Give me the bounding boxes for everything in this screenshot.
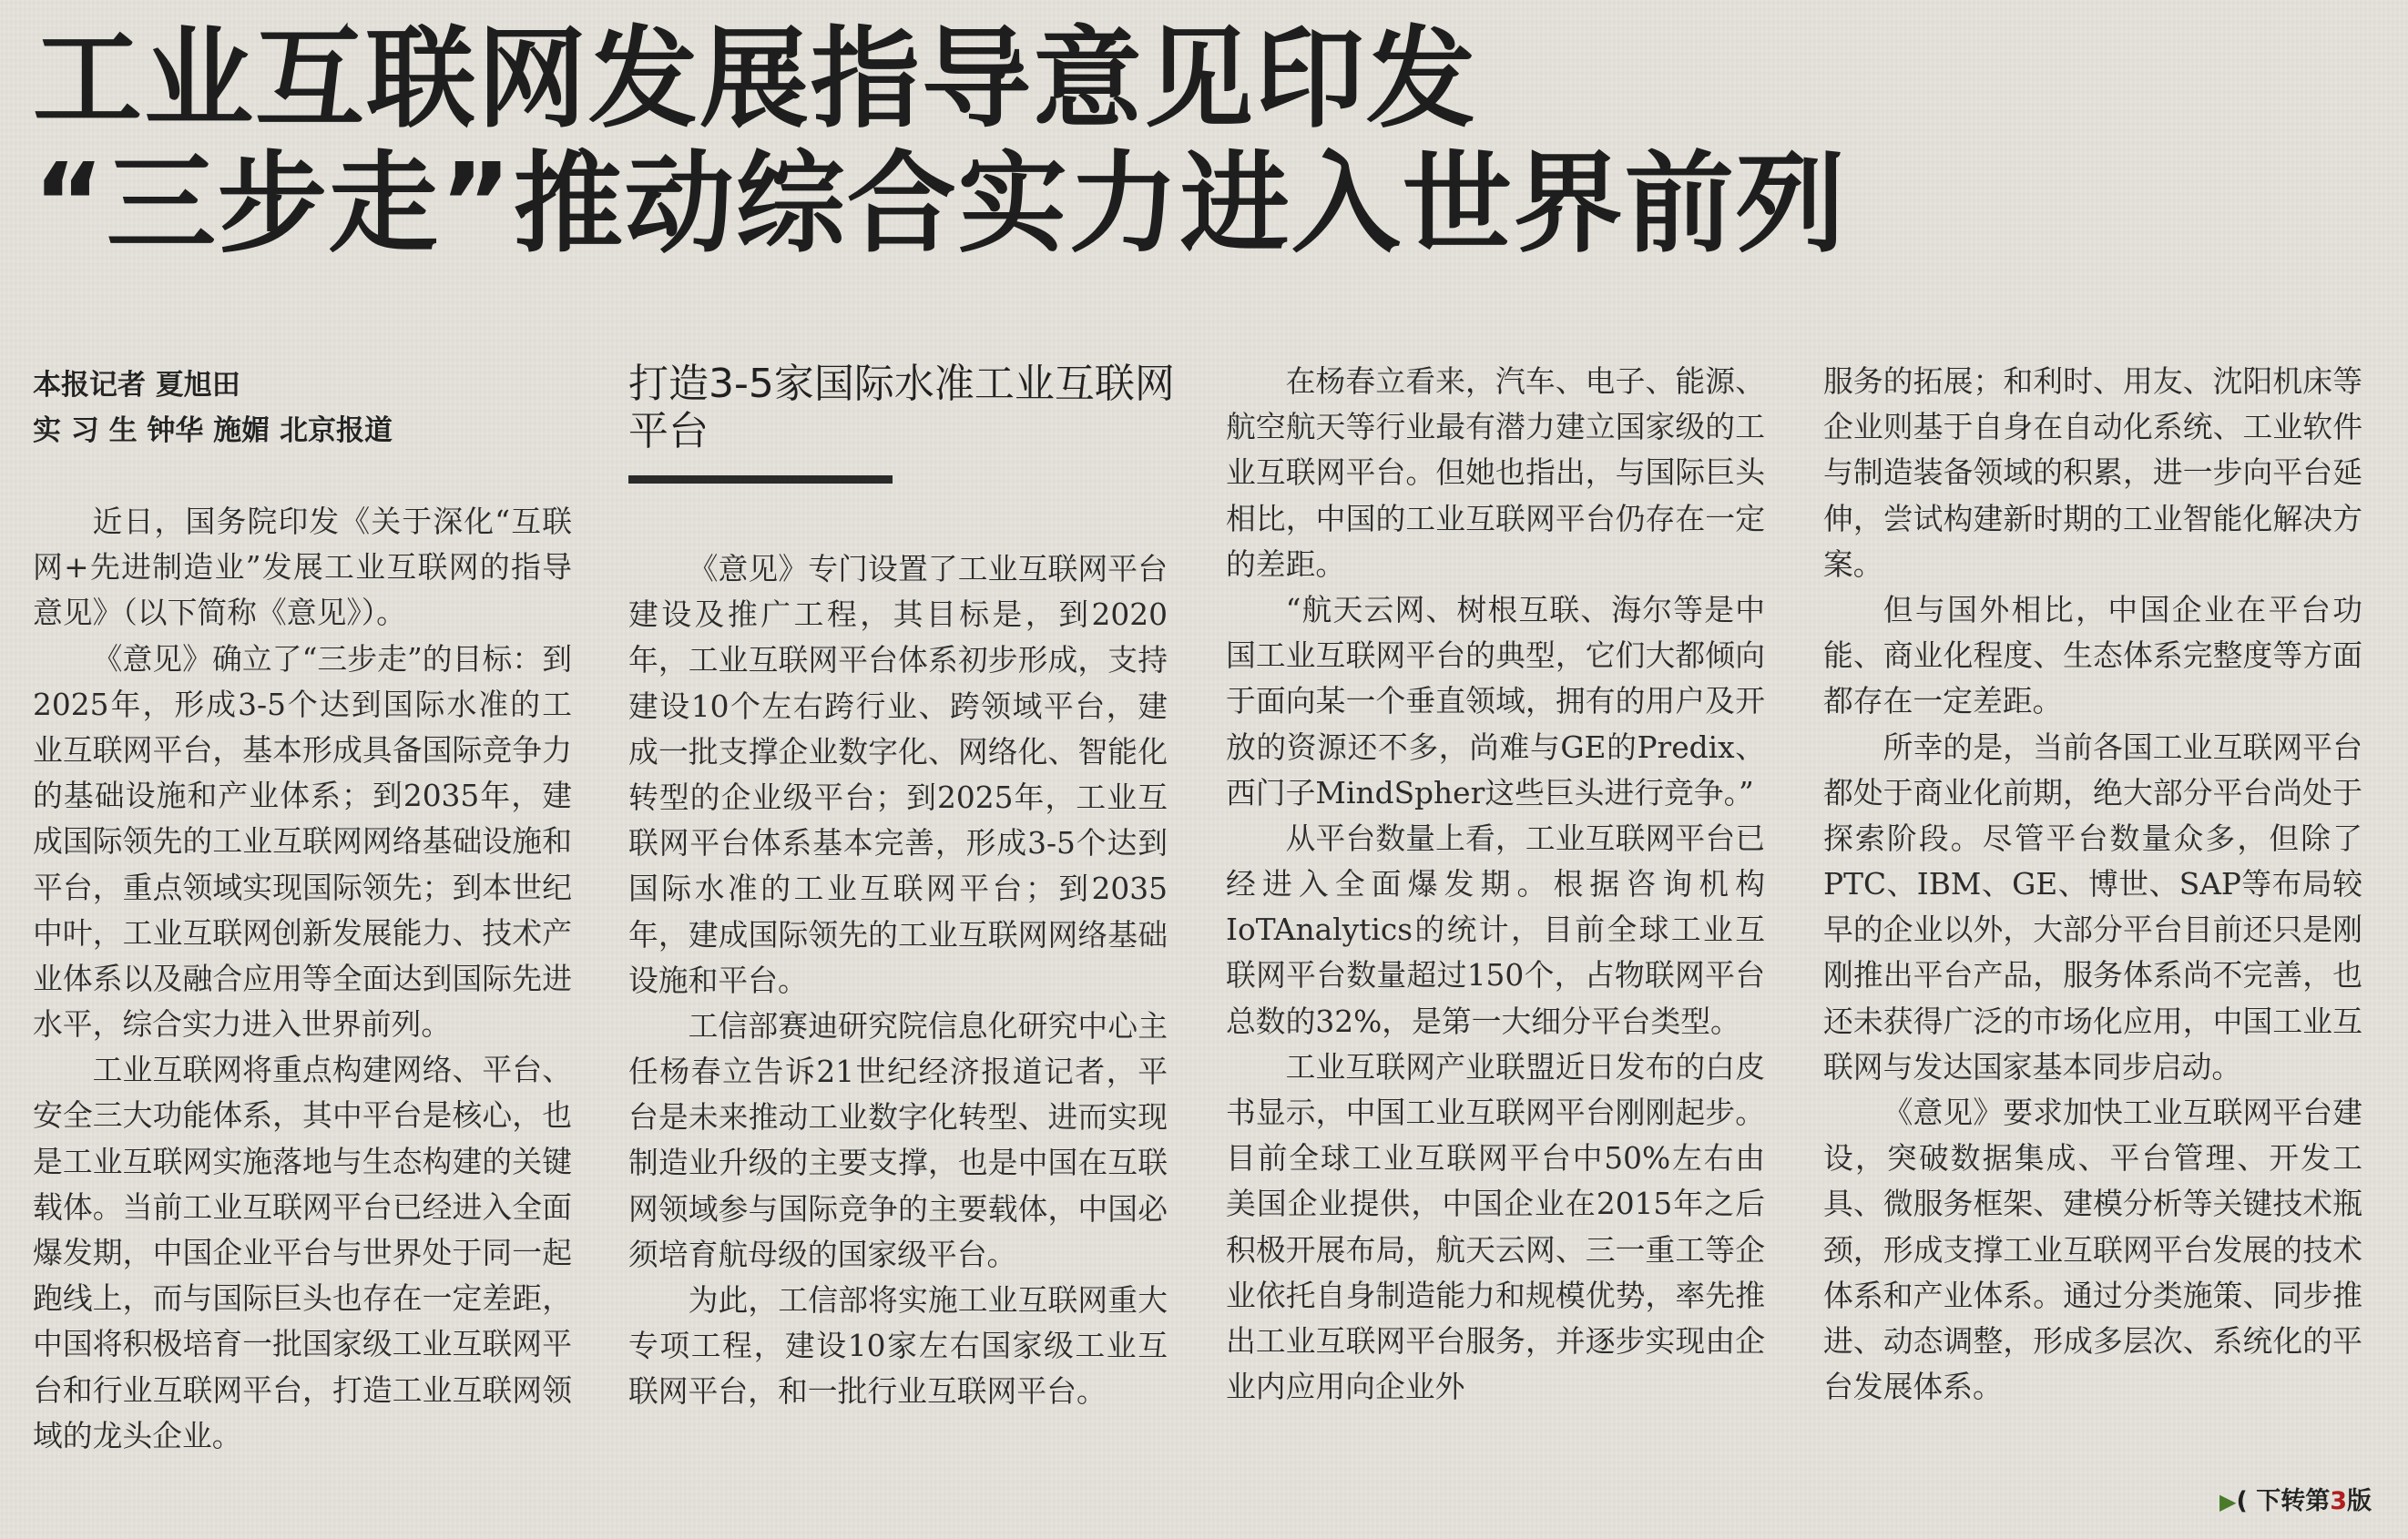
byline	[33, 362, 393, 454]
paragraph: 《意见》专门设置了工业互联网平台建设及推广工程，其目标是，到2020年，工业互联网平台体系初步形成，支持建设10个左右跨行业、跨领域平台，建成一批支撑企业数字化、网络化、智能化转型的企业级平台；到2025年，工业互联网平台体系基本完善，形成3-5个达到国际水准的工业互联网平台；到2035年，建成国际领先的工业互联网网络基础设施和平台。	[628, 552, 1168, 998]
paragraph: 近日，国务院印发《关于深化“互联网+先进制造业”发展工业互联网的指导意见》（以下简称《意见》）。	[33, 505, 572, 631]
paragraph: 工信部赛迪研究院信息化研究中心主任杨春立告诉21世纪经济报道记者，平台是未来推动工业数字化转型、进而实现制造业升级的主要支撑，也是中国在互联网领域参与国际竞争的主要载体，中国必须培育航母级的国家级平台。	[628, 1008, 1168, 1272]
headline-main: 工业互联网发展指导意见印发	[33, 16, 1477, 143]
arrow-icon: ▶	[2219, 1489, 2237, 1514]
continued-prefix: (	[2236, 1487, 2248, 1515]
continued-suffix: 版	[2347, 1487, 2372, 1515]
byline-reporter: 本报记者 夏旭田	[33, 369, 240, 402]
paragraph: 从平台数量上看，工业互联网平台已经进入全面爆发期。根据咨询机构IoTAnalytics的统计，目前全球工业互联网平台数量超过150个，占物联网平台总数的32%，是第一大细分平台类型。	[1226, 820, 1765, 1039]
paragraph: 在杨春立看来，汽车、电子、能源、航空航天等行业最有潜力建立国家级的工业互联网平台。但她也指出，与国际巨头相比，中国的工业互联网平台仍存在一定的差距。	[1226, 364, 1765, 582]
paragraph: 服务的拓展；和利时、用友、沈阳机床等企业则基于自身在自动化系统、工业软件与制造装备领域的积累，进一步向平台延伸，尝试构建新时期的工业智能化解决方案。	[1823, 364, 2362, 582]
paragraph: 《意见》确立了“三步走”的目标：到2025年，形成3-5个达到国际水准的工业互联网平台，基本形成具备国际竞争力的基础设施和产业体系；到2035年，建成国际领先的工业互联网网络基础设施和平台，重点领域实现国际领先；到本世纪中叶，工业互联网创新发展能力、技术产业体系以及融合应用等全面达到国际先进水平，综合实力进入世界前列。	[33, 641, 572, 1043]
paragraph: 所幸的是，当前各国工业互联网平台都处于商业化前期，绝大部分平台尚处于探索阶段。尽管平台数量众多，但除了PTC、IBM、GE、博世、SAP等布局较早的企业以外，大部分平台目前还只是刚刚推出平台产品，服务体系尚不完善，也还未获得广泛的市场化应用，中国工业互联网与发达国家基本同步启动。	[1823, 729, 2362, 1085]
subheading-underline	[628, 475, 893, 484]
paragraph: 但与国外相比，中国企业在平台功能、商业化程度、生态体系完整度等方面都存在一定差距。	[1823, 592, 2362, 719]
paragraph: 为此，工信部将实施工业互联网重大专项工程，建设10家左右国家级工业互联网平台，和一批行业互联网平台。	[628, 1283, 1168, 1410]
article-column-3	[1226, 359, 1765, 1410]
paragraph: “航天云网、树根互联、海尔等是中国工业互联网平台的典型，它们大都倾向于面向某一个垂直领域，拥有的用户及开放的资源还不多，尚难与GE的Predix、西门子MindSpher这些巨头进行竞争。”	[1226, 592, 1765, 810]
section-subheading: 打造3-5家国际水准工业互联网平台	[628, 361, 1175, 454]
paragraph: 工业互联网将重点构建网络、平台、安全三大功能体系，其中平台是核心，也是工业互联网实施落地与生态构建的关键载体。当前工业互联网平台已经进入全面爆发期，中国企业平台与世界处于同一起跑线上，而与国际巨头也存在一定差距，中国将积极培育一批国家级工业互联网平台和行业互联网平台，打造工业互联网领域的龙头企业。	[33, 1053, 572, 1453]
continued-on-page-note	[2219, 1481, 2372, 1516]
article-column-4	[1823, 359, 2362, 1410]
paragraph: 《意见》要求加快工业互联网平台建设，突破数据集成、平台管理、开发工具、微服务框架、建模分析等关键技术瓶颈，形成支撑工业互联网平台发展的技术体系和产业体系。通过分类施策、同步推进、动态调整，形成多层次、系统化的平台发展体系。	[1823, 1096, 2362, 1405]
paragraph: 工业互联网产业联盟近日发布的白皮书显示，中国工业互联网平台刚刚起步。目前全球工业互联网平台中50%左右由美国企业提供，中国企业在2015年之后积极开展布局，航天云网、三一重工等企业依托自身制造能力和规模优势，率先推出工业互联网平台服务，并逐步实现由企业内应用向企业外	[1226, 1049, 1765, 1405]
continued-text: 下转第	[2256, 1487, 2331, 1515]
article-column-2	[628, 546, 1168, 1415]
continued-page-number: 3	[2330, 1487, 2347, 1515]
article-column-1	[33, 499, 572, 1459]
headline-sub: “三步走”推动综合实力进入世界前列	[33, 141, 1847, 268]
byline-interns: 实 习 生 钟华 施媚 北京报道	[33, 414, 393, 447]
